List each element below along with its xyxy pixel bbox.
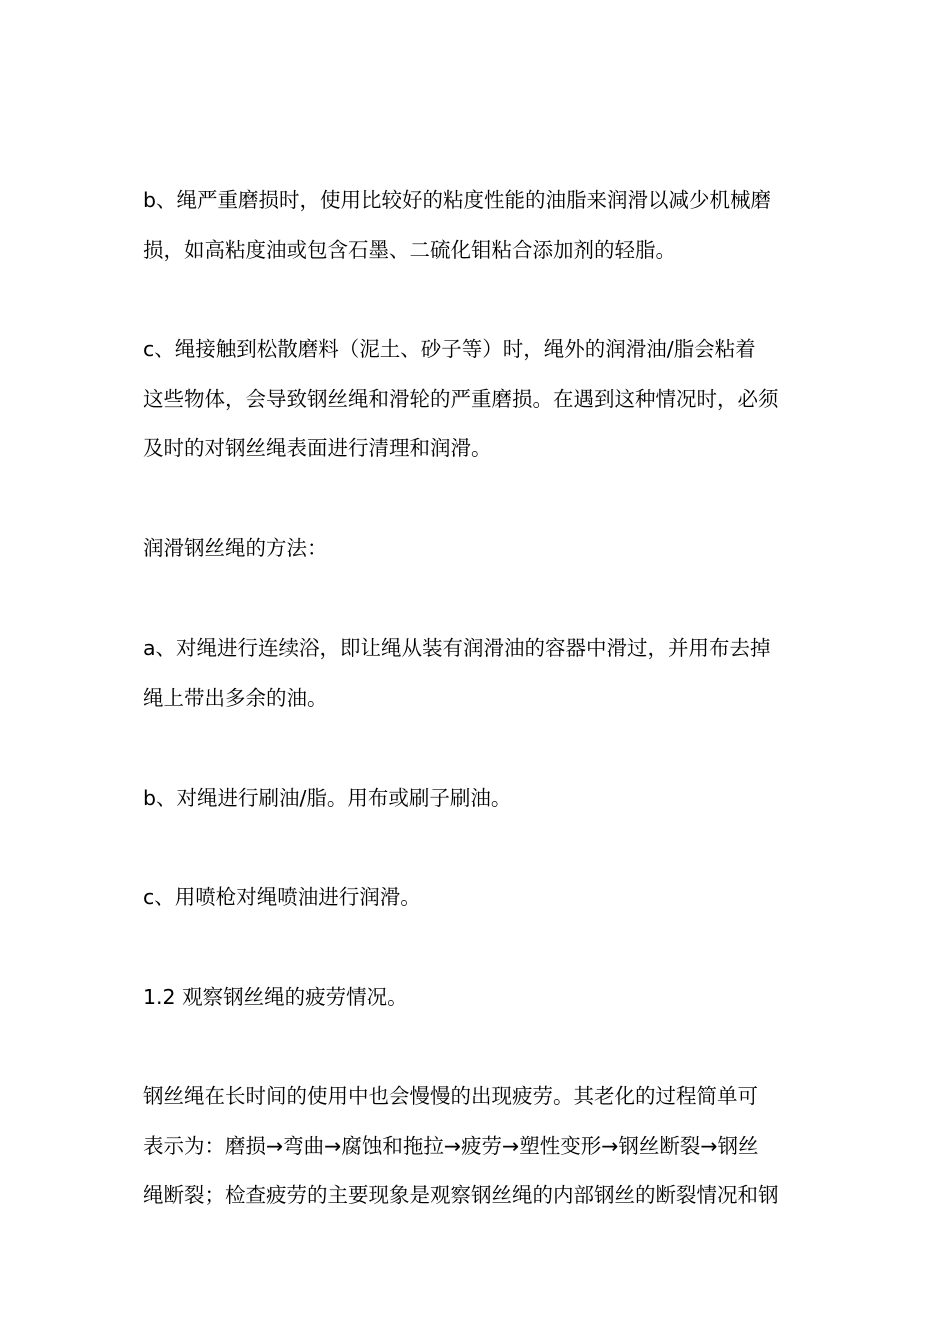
section-heading: 润滑钢丝绳的方法： — [143, 536, 328, 560]
paragraph-section-1-2-heading — [143, 973, 811, 1023]
paragraph-lubrication-methods-heading — [143, 524, 811, 574]
paragraph-method-spray — [143, 873, 811, 923]
paragraph-fatigue-description — [143, 1072, 811, 1221]
paragraph-method-brush — [143, 774, 811, 824]
text-line: 这些物体，会导致钢丝绳和滑轮的严重磨损。在遇到这种情况时，必须 — [143, 386, 779, 411]
paragraph-method-bath — [143, 624, 811, 723]
text-line: 绳上带出多余的油。 — [143, 685, 328, 710]
text-line: 绳断裂；检查疲劳的主要现象是观察钢丝绳的内部钢丝的断裂情况和钢 — [143, 1183, 779, 1207]
section-heading: 1.2 观察钢丝绳的疲劳情况。 — [143, 985, 408, 1009]
text-line: a、对绳进行连续浴，即让绳从装有润滑油的容器中滑过，并用布去掉 — [143, 636, 771, 660]
text-line: 表示为：磨损→弯曲→腐蚀和拖拉→疲劳→塑性变形→钢丝断裂→钢丝 — [143, 1133, 759, 1158]
paragraph-abrasive-contact — [143, 325, 811, 474]
text-line: b、绳严重磨损时，使用比较好的粘度性能的油脂来润滑以减少机械磨 — [143, 188, 772, 212]
text-line: b、对绳进行刷油/脂。用布或刷子刷油。 — [143, 786, 512, 810]
text-line: 损，如高粘度油或包含石墨、二硫化钼粘合添加剂的轻脂。 — [143, 237, 676, 262]
text-line: 及时的对钢丝绳表面进行清理和润滑。 — [143, 436, 492, 460]
paragraph-heavy-wear-lubrication — [143, 176, 811, 275]
text-line: 钢丝绳在长时间的使用中也会慢慢的出现疲劳。其老化的过程简单可 — [143, 1084, 758, 1108]
text-line: c、用喷枪对绳喷油进行润滑。 — [143, 885, 421, 909]
text-line: c、绳接触到松散磨料（泥土、砂子等）时，绳外的润滑油/脂会粘着 — [143, 337, 756, 361]
